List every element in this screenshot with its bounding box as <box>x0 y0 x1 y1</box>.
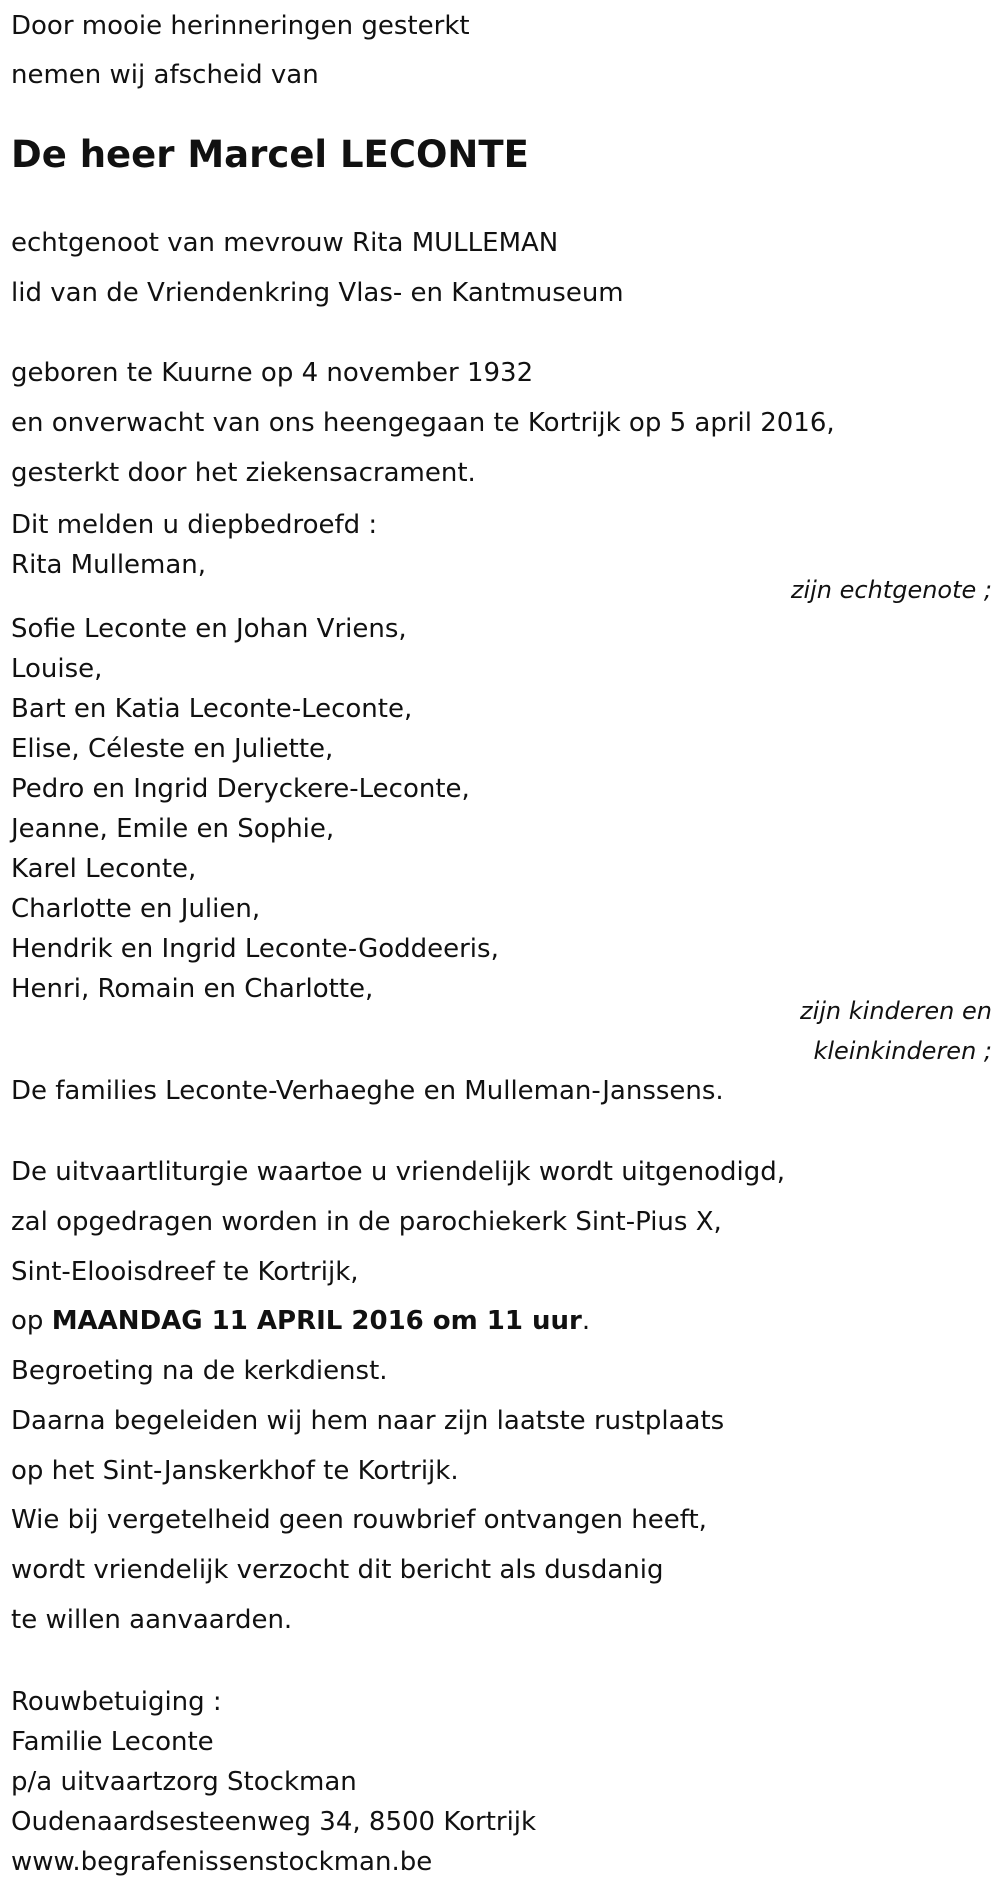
sacrament-line: gesterkt door het ziekensacrament. <box>11 458 476 488</box>
list-item: Sofie Leconte en Johan Vriens, <box>11 614 407 644</box>
funeral-line-2: zal opgedragen worden in de parochiekerk Sint-Pius X, <box>11 1207 722 1237</box>
list-item: Pedro en Ingrid Deryckere-Leconte, <box>11 774 470 804</box>
list-item: Bart en Katia Leconte-Leconte, <box>11 694 413 724</box>
list-item: Hendrik en Ingrid Leconte-Goddeeris, <box>11 934 499 964</box>
deceased-name: De heer Marcel LECONTE <box>11 133 529 176</box>
funeral-line-10: te willen aanvaarden. <box>11 1605 293 1635</box>
list-item: Elise, Céleste en Juliette, <box>11 734 334 764</box>
funeral-line-8: Wie bij vergetelheid geen rouwbrief ontvangen heeft, <box>11 1505 707 1535</box>
children-role-line-1: zijn kinderen en <box>800 997 992 1025</box>
list-item: Louise, <box>11 654 103 684</box>
list-item: Jeanne, Emile en Sophie, <box>11 814 335 844</box>
list-item: Karel Leconte, <box>11 854 197 884</box>
funeral-line-7: op het Sint-Janskerkhof te Kortrijk. <box>11 1456 459 1486</box>
funeral-line-1: De uitvaartliturgie waartoe u vriendelijk wordt uitgenodigd, <box>11 1157 785 1187</box>
funeral-date-line <box>11 1304 590 1338</box>
contact-address: Oudenaardsesteenweg 34, 8500 Kortrijk <box>11 1807 537 1837</box>
spouse-role: zijn echtgenote ; <box>790 576 992 604</box>
list-item: Henri, Romain en Charlotte, <box>11 974 374 1004</box>
contact-heading: Rouwbetuiging : <box>11 1687 222 1717</box>
intro-line-2: nemen wij afscheid van <box>11 60 319 90</box>
death-line: en onverwacht van ons heengegaan te Kortrijk op 5 april 2016, <box>11 408 835 438</box>
funeral-line-9: wordt vriendelijk verzocht dit bericht als dusdanig <box>11 1555 664 1585</box>
funeral-line-3: Sint-Elooisdreef te Kortrijk, <box>11 1257 359 1287</box>
member-of-line: lid van de Vriendenkring Vlas- en Kantmuseum <box>11 278 624 308</box>
list-item: Charlotte en Julien, <box>11 894 261 924</box>
spouse-of-line: echtgenoot van mevrouw Rita MULLEMAN <box>11 228 559 258</box>
funeral-date: MAANDAG 11 APRIL 2016 om 11 uur <box>51 1306 582 1336</box>
contact-care-of: p/a uitvaartzorg Stockman <box>11 1767 357 1797</box>
funeral-line-6: Daarna begeleiden wij hem naar zijn laatste rustplaats <box>11 1406 725 1436</box>
funeral-date-suffix: . <box>581 1306 591 1336</box>
mourners-heading: Dit melden u diepbedroefd : <box>11 510 378 540</box>
intro-line-1: Door mooie herinneringen gesterkt <box>11 11 470 41</box>
birth-line: geboren te Kuurne op 4 november 1932 <box>11 358 534 388</box>
families-line: De families Leconte-Verhaeghe en Mulleman-Janssens. <box>11 1076 724 1106</box>
mourner-spouse: Rita Mulleman, <box>11 550 207 580</box>
funeral-date-prefix: op <box>11 1306 52 1336</box>
contact-website: www.begrafenissenstockman.be <box>11 1847 433 1877</box>
children-role-line-2: kleinkinderen ; <box>813 1037 992 1065</box>
funeral-line-5: Begroeting na de kerkdienst. <box>11 1356 388 1386</box>
contact-name: Familie Leconte <box>11 1727 214 1757</box>
